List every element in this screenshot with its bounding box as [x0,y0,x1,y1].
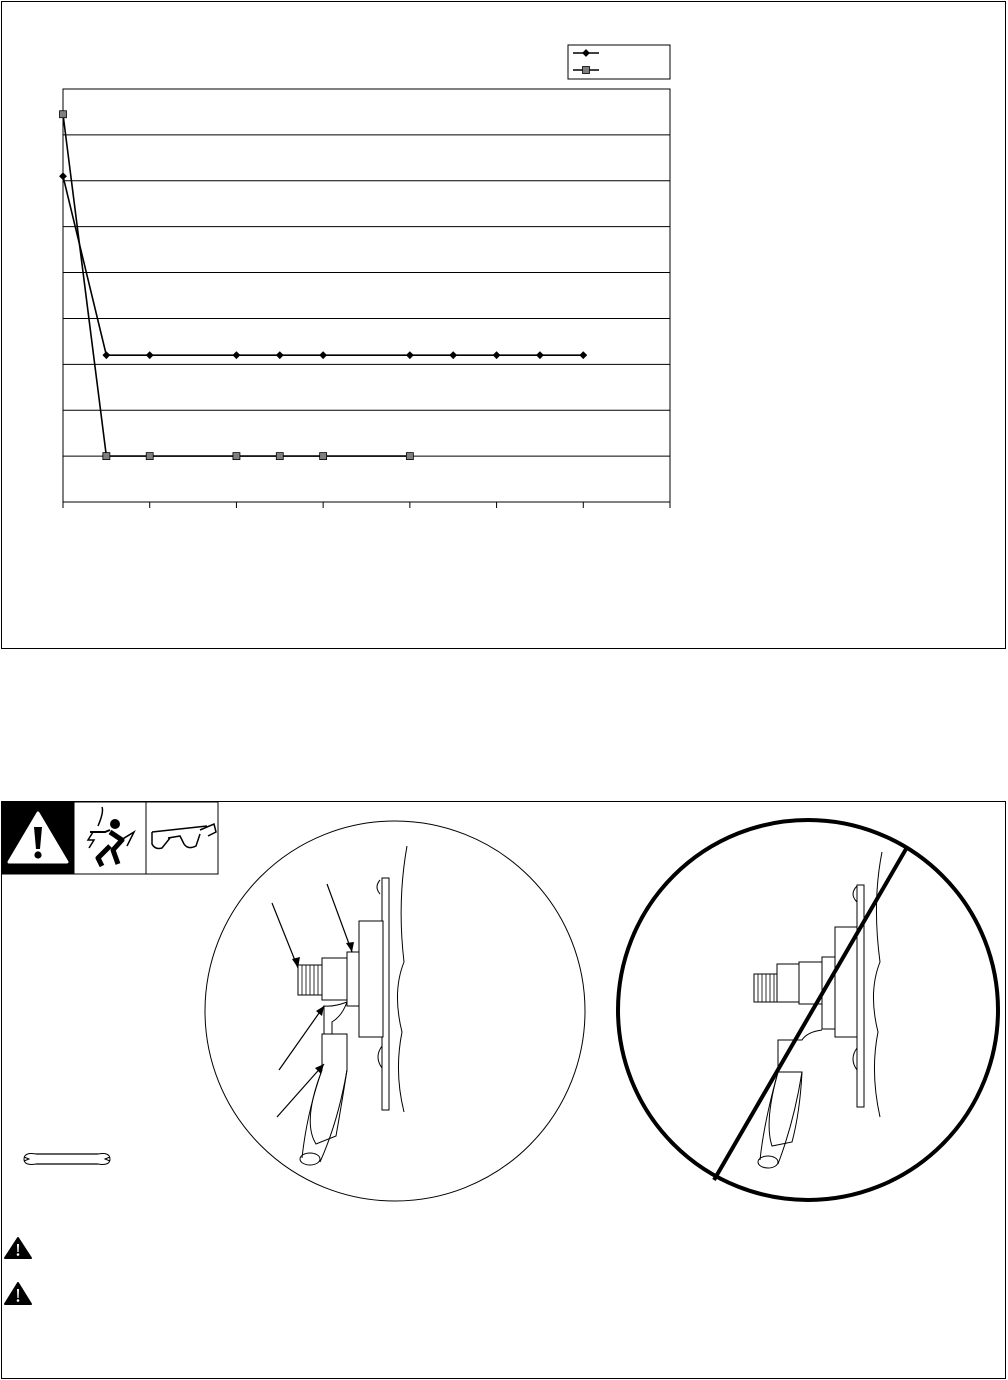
series-2-point [60,111,67,118]
legend-marker-2 [583,67,590,74]
plot-area [63,89,670,502]
warning-triangle-icon [2,802,74,874]
chart-panel [1,1,1006,649]
figure-panel [1,801,1006,1379]
legend [568,45,670,79]
series-2-point [146,453,153,460]
warning-triangle-icon [5,1238,31,1258]
series-2-point [233,453,240,460]
series-2-point [103,453,110,460]
series-2-point [276,453,283,460]
series-2-point [320,453,327,460]
safety-glasses-icon [146,802,218,874]
wrench-icon [24,1154,110,1165]
correct-connection-view [205,821,585,1201]
incorrect-connection-view [618,820,998,1200]
electric-shock-icon [74,802,146,874]
series-2-point [406,453,413,460]
warning-triangle-icon [5,1283,31,1304]
connection-figure [2,802,1007,1380]
legend-box [568,45,670,79]
line-chart [2,2,1007,650]
